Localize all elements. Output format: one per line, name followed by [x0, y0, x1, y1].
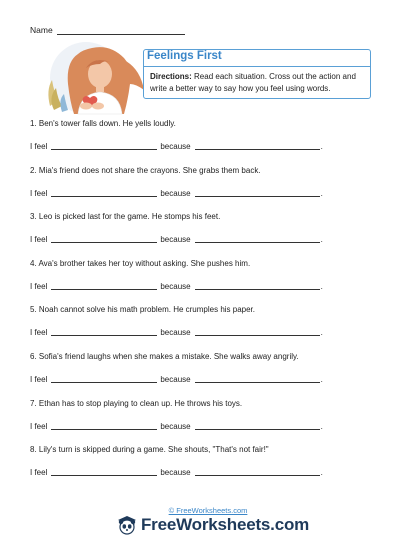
answer-row-1 — [30, 141, 323, 151]
reason-blank-3[interactable] — [195, 234, 320, 243]
reason-blank-6[interactable] — [195, 374, 320, 383]
period: . — [320, 142, 323, 151]
name-label: Name — [30, 25, 53, 35]
because-label: because — [160, 142, 191, 151]
answer-row-4 — [30, 281, 323, 291]
question-3: 3. Leo is picked last for the game. He stomps his feet. — [30, 212, 221, 221]
reason-blank-1[interactable] — [195, 141, 320, 150]
period: . — [320, 468, 323, 477]
period: . — [320, 328, 323, 337]
feeling-blank-8[interactable] — [51, 467, 157, 476]
name-field-row — [30, 25, 185, 35]
question-7: 7. Ethan has to stop playing to clean up. He throws his toys. — [30, 399, 243, 408]
reason-blank-8[interactable] — [195, 467, 320, 476]
period: . — [320, 189, 323, 198]
because-label: because — [160, 375, 191, 384]
i-feel-label: I feel — [30, 375, 48, 384]
question-5: 5. Noah cannot solve his math problem. He crumples his paper. — [30, 305, 256, 314]
question-6: 6. Sofia's friend laughs when she makes a mistake. She walks away angrily. — [30, 352, 299, 361]
i-feel-label: I feel — [30, 189, 48, 198]
question-8: 8. Lily's turn is skipped during a game. She shouts, "That's not fair!" — [30, 445, 269, 454]
question-1: 1. Ben's tower falls down. He yells loudly. — [30, 119, 176, 128]
answer-row-7 — [30, 421, 323, 431]
feeling-blank-3[interactable] — [51, 234, 157, 243]
period: . — [320, 375, 323, 384]
period: . — [320, 235, 323, 244]
feeling-blank-4[interactable] — [51, 281, 157, 290]
because-label: because — [160, 422, 191, 431]
because-label: because — [160, 328, 191, 337]
reason-blank-4[interactable] — [195, 281, 320, 290]
feeling-blank-6[interactable] — [51, 374, 157, 383]
panda-mascot-icon — [116, 515, 138, 535]
reason-blank-2[interactable] — [195, 188, 320, 197]
worksheet-title: Feelings First — [147, 50, 222, 62]
footer-logo[interactable] — [116, 515, 309, 535]
answer-row-2 — [30, 188, 323, 198]
answer-row-3 — [30, 234, 323, 244]
i-feel-label: I feel — [30, 422, 48, 431]
i-feel-label: I feel — [30, 142, 48, 151]
because-label: because — [160, 189, 191, 198]
i-feel-label: I feel — [30, 235, 48, 244]
answer-row-8 — [30, 467, 323, 477]
reason-blank-7[interactable] — [195, 421, 320, 430]
i-feel-label: I feel — [30, 468, 48, 477]
answer-row-5 — [30, 327, 323, 337]
answer-row-6 — [30, 374, 323, 384]
question-2: 2. Mia's friend does not share the crayons. She grabs them back. — [30, 166, 261, 175]
feeling-blank-5[interactable] — [51, 327, 157, 336]
feeling-blank-1[interactable] — [51, 141, 157, 150]
girl-heart-illustration — [44, 40, 149, 116]
directions-text: Read each situation. Cross out the action and write a better way to say how you feel using words. — [150, 72, 356, 93]
feeling-blank-2[interactable] — [51, 188, 157, 197]
i-feel-label: I feel — [30, 328, 48, 337]
directions-label: Directions: — [150, 72, 192, 81]
footer-copyright-link[interactable]: © FreeWorksheets.com — [168, 506, 248, 515]
because-label: because — [160, 468, 191, 477]
period: . — [320, 422, 323, 431]
directions — [150, 71, 368, 95]
period: . — [320, 282, 323, 291]
feeling-blank-7[interactable] — [51, 421, 157, 430]
i-feel-label: I feel — [30, 282, 48, 291]
because-label: because — [160, 282, 191, 291]
because-label: because — [160, 235, 191, 244]
brand-name: FreeWorksheets.com — [141, 515, 310, 534]
name-input-line[interactable] — [57, 25, 185, 35]
title-divider — [143, 66, 371, 67]
question-4: 4. Ava's brother takes her toy without asking. She pushes him. — [30, 259, 251, 268]
reason-blank-5[interactable] — [195, 327, 320, 336]
